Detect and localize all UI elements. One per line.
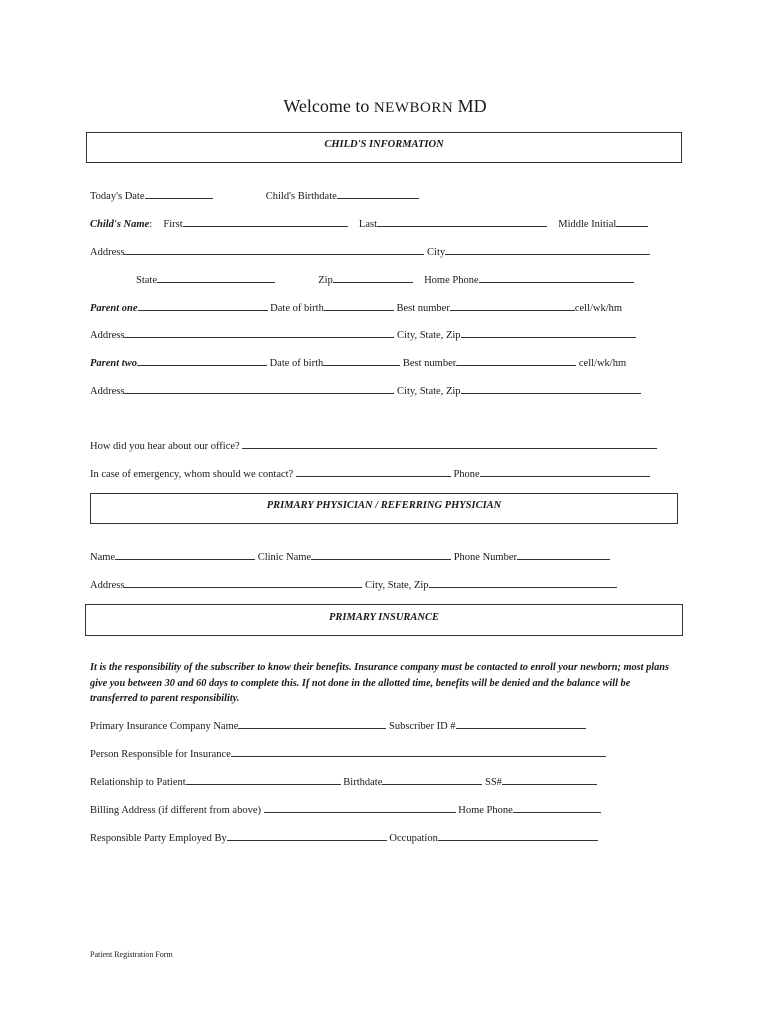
subscriber-birthdate-field[interactable] bbox=[382, 774, 482, 785]
child-birthdate-label: Child's Birthdate bbox=[265, 191, 337, 202]
parent-one-address-field[interactable] bbox=[124, 327, 394, 338]
physician-name-field[interactable] bbox=[115, 549, 255, 560]
parent-one-best-label: Best number bbox=[396, 303, 450, 314]
insurance-notice: It is the responsibility of the subscriber to know their benefits. Insurance company must be contacted to enroll your newborn; most plans give you between 30 and 60 days to complete this. If not done in the allotted time, benefits will be denied and the balance will be transferred to parent responsibility. bbox=[90, 662, 669, 704]
ss-field[interactable] bbox=[502, 774, 597, 785]
billing-address-field[interactable] bbox=[264, 802, 456, 813]
clinic-name-field[interactable] bbox=[311, 549, 451, 560]
subscriber-id-label: Subscriber ID # bbox=[389, 721, 456, 732]
todays-date-label: Today's Date bbox=[90, 191, 145, 202]
row-billing-address bbox=[90, 802, 601, 816]
hear-about-label: How did you hear about our office? bbox=[90, 441, 240, 452]
row-parent-one-address bbox=[90, 327, 636, 341]
middle-initial-label: Middle Initial bbox=[558, 219, 617, 230]
physician-csz-label: City, State, Zip bbox=[365, 580, 429, 591]
child-city-field[interactable] bbox=[445, 244, 650, 255]
parent-two-type-label: cell/wk/hm bbox=[578, 358, 627, 369]
hear-about-field[interactable] bbox=[242, 438, 657, 449]
parent-one-address-label: Address bbox=[90, 330, 125, 341]
child-address-field[interactable] bbox=[124, 244, 424, 255]
child-home-phone-label: Home Phone bbox=[424, 275, 479, 286]
section-child-title: CHILD'S INFORMATION bbox=[324, 139, 444, 150]
parent-two-address-label: Address bbox=[90, 386, 125, 397]
parent-one-csz-field[interactable] bbox=[461, 327, 636, 338]
occupation-field[interactable] bbox=[438, 830, 598, 841]
row-child-state bbox=[136, 272, 634, 286]
billing-home-phone-field[interactable] bbox=[513, 802, 601, 813]
row-child-address bbox=[90, 244, 650, 258]
section-physician-title: PRIMARY PHYSICIAN / REFERRING PHYSICIAN bbox=[266, 500, 502, 511]
row-parent-two bbox=[90, 355, 626, 369]
parent-one-csz-label: City, State, Zip bbox=[397, 330, 461, 341]
emergency-contact-label: In case of emergency, whom should we contact? bbox=[90, 469, 294, 480]
title-brand: NEWBORN bbox=[373, 100, 454, 116]
subscriber-id-field[interactable] bbox=[456, 718, 586, 729]
parent-two-csz-label: City, State, Zip bbox=[397, 386, 461, 397]
parent-one-dob-field[interactable] bbox=[324, 300, 394, 311]
section-physician bbox=[90, 493, 678, 524]
physician-csz-field[interactable] bbox=[429, 577, 617, 588]
parent-one-label: Parent one bbox=[90, 303, 138, 314]
emergency-phone-label: Phone bbox=[453, 469, 480, 480]
billing-home-phone-label: Home Phone bbox=[458, 805, 513, 816]
person-responsible-label: Person Responsible for Insurance bbox=[90, 749, 231, 760]
title-suffix: MD bbox=[453, 96, 487, 116]
todays-date-field[interactable] bbox=[145, 188, 213, 199]
physician-phone-field[interactable] bbox=[517, 549, 610, 560]
child-state-field[interactable] bbox=[157, 272, 275, 283]
title-welcome: Welcome to bbox=[283, 96, 374, 116]
row-emergency bbox=[90, 466, 650, 480]
parent-two-dob-label: Date of birth bbox=[269, 358, 324, 369]
child-state-label: State bbox=[136, 275, 157, 286]
parent-one-best-field[interactable] bbox=[450, 300, 575, 311]
row-insurance-company bbox=[90, 718, 586, 732]
parent-two-dob-field[interactable] bbox=[323, 355, 400, 366]
emergency-phone-field[interactable] bbox=[480, 466, 650, 477]
emergency-contact-field[interactable] bbox=[296, 466, 451, 477]
row-physician-address bbox=[90, 577, 617, 591]
child-address-label: Address bbox=[90, 247, 125, 258]
page-title bbox=[0, 96, 770, 117]
parent-two-name-field[interactable] bbox=[137, 355, 267, 366]
childs-name-label: Child's Name bbox=[90, 219, 150, 230]
middle-initial-field[interactable] bbox=[616, 216, 648, 227]
first-name-field[interactable] bbox=[183, 216, 348, 227]
last-name-field[interactable] bbox=[377, 216, 547, 227]
row-parent-one bbox=[90, 300, 622, 314]
person-responsible-field[interactable] bbox=[231, 746, 606, 757]
parent-two-csz-field[interactable] bbox=[461, 383, 641, 394]
parent-two-best-label: Best number bbox=[402, 358, 457, 369]
physician-phone-label: Phone Number bbox=[453, 552, 517, 563]
row-physician-name bbox=[90, 549, 610, 563]
row-employed-by bbox=[90, 830, 598, 844]
row-dates bbox=[90, 188, 419, 202]
row-relationship bbox=[90, 774, 597, 788]
physician-name-label: Name bbox=[90, 552, 116, 563]
insurance-company-field[interactable] bbox=[238, 718, 386, 729]
clinic-name-label: Clinic Name bbox=[257, 552, 312, 563]
child-zip-label: Zip bbox=[318, 275, 333, 286]
first-name-label: First bbox=[163, 219, 183, 230]
parent-one-type-label: cell/wk/hm bbox=[574, 303, 623, 314]
physician-address-label: Address bbox=[90, 580, 125, 591]
child-city-label: City bbox=[427, 247, 446, 258]
childs-name-colon: : bbox=[149, 219, 153, 230]
section-insurance bbox=[85, 604, 683, 636]
row-parent-two-address bbox=[90, 383, 641, 397]
ss-label: SS# bbox=[485, 777, 502, 788]
section-insurance-title: PRIMARY INSURANCE bbox=[329, 612, 439, 623]
parent-one-name-field[interactable] bbox=[138, 300, 268, 311]
subscriber-birthdate-label: Birthdate bbox=[343, 777, 383, 788]
row-child-name bbox=[90, 216, 648, 230]
parent-one-dob-label: Date of birth bbox=[270, 303, 324, 314]
child-birthdate-field[interactable] bbox=[337, 188, 419, 199]
billing-address-label: Billing Address (if different from above) bbox=[90, 805, 261, 816]
employed-by-label: Responsible Party Employed By bbox=[90, 833, 227, 844]
occupation-label: Occupation bbox=[389, 833, 438, 844]
physician-address-field[interactable] bbox=[124, 577, 362, 588]
insurance-company-label: Primary Insurance Company Name bbox=[90, 721, 239, 732]
relationship-label: Relationship to Patient bbox=[90, 777, 186, 788]
parent-two-address-field[interactable] bbox=[124, 383, 394, 394]
parent-two-label: Parent two bbox=[90, 358, 137, 369]
relationship-field[interactable] bbox=[186, 774, 341, 785]
row-person-responsible bbox=[90, 746, 606, 760]
child-home-phone-field[interactable] bbox=[479, 272, 634, 283]
last-name-label: Last bbox=[358, 219, 377, 230]
employed-by-field[interactable] bbox=[227, 830, 387, 841]
parent-two-best-field[interactable] bbox=[456, 355, 576, 366]
child-zip-field[interactable] bbox=[333, 272, 413, 283]
section-child-info bbox=[86, 132, 682, 163]
footer-form-name: Patient Registration Form bbox=[90, 950, 173, 959]
row-hear-about bbox=[90, 438, 657, 452]
